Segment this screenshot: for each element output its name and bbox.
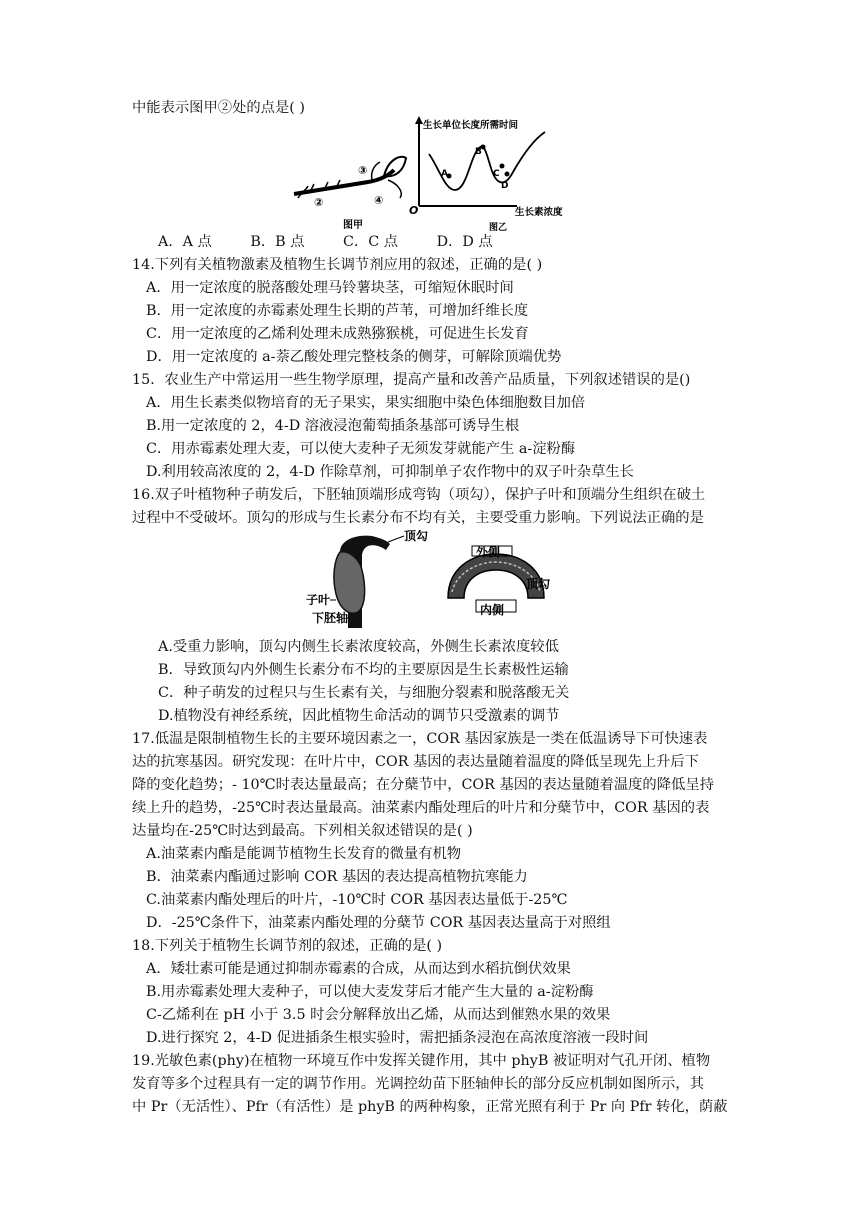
fig16-label-dinggou-2: 顶勾	[526, 577, 551, 591]
q13-stem-tail: 中能表示图甲②处的点是( )	[132, 100, 305, 116]
q19-stem-line-3: 中 Pr（无活性）、Pfr（有活性）是 phyB 的两种构象，正常光照有利于 Pr 向 Pfr 转化，荫蔽	[132, 1099, 728, 1115]
fig-yi-label-b: B	[475, 147, 482, 157]
q16-option-a: A.受重力影响，顶勾内侧生长素浓度较高，外侧生长素浓度较低	[158, 639, 559, 655]
fig-yi-label-a: A	[441, 169, 448, 179]
q13-options	[158, 233, 527, 251]
q13-option-c: C．C 点	[343, 234, 399, 250]
fig16-label-dinggou: 顶勾	[404, 530, 429, 543]
fig-jia-marker-4: ④	[374, 194, 384, 207]
q18-option-a: A．矮壮素可能是通过抑制赤霉素的合成，从而达到水稻抗倒伏效果	[146, 961, 571, 977]
q15-option-a: A．用生长素类似物培育的无子果实，果实细胞中染色体细胞数目加倍	[146, 395, 586, 411]
figure-jia	[288, 150, 418, 230]
q19-stem-line-1: 19.光敏色素(phy)在植物一环境互作中发挥关键作用，其中 phyB 被证明对气孔开闭、植物	[132, 1053, 711, 1069]
q16-option-c: C．种子萌发的过程只与生长素有关，与细胞分裂素和脱落酸无关	[158, 685, 570, 701]
q19-stem-line-2: 发育等多个过程具有一定的调节作用。光调控幼苗下胚轴伸长的部分反应机制如图所示，其	[132, 1076, 704, 1092]
q13-option-d: D．D 点	[436, 234, 493, 250]
fig-yi-label-d: D	[501, 181, 509, 191]
q15-option-d: D.利用较高浓度的 2，4-D 作除草剂，可抑制单子农作物中的双子叶杂草生长	[146, 464, 634, 480]
q17-option-d: D．-25℃条件下，油菜素内酯处理的分蘖节 COR 基因表达量高于对照组	[146, 915, 611, 931]
fig-yi-ylabel: 生长单位长度所需时间	[423, 120, 519, 131]
q18-stem: 18.下列关于植物生长调节剂的叙述，正确的是( )	[132, 938, 443, 954]
q17-stem-line-4: 续上升的趋势，-25℃时表达量最高。油菜素内酯处理后的叶片和分蘖节中，COR 基因的表	[132, 800, 710, 816]
q14-option-a: A．用一定浓度的脱落酸处理马铃薯块茎，可缩短休眠时间	[146, 280, 514, 296]
q16-option-d: D.植物没有神经系统，因此植物生命活动的调节只受激素的调节	[158, 708, 560, 724]
q17-stem-line-1: 17.低温是限制植物生长的主要环境因素之一，COR 基因家族是一类在低温诱导下可快速表	[132, 731, 708, 747]
q16-stem-line-1: 16.双子叶植物种子萌发后，下胚轴顶端形成弯钩（项勾），保护子叶和顶端分生组织在破土	[132, 487, 706, 503]
q18-option-c: C-乙烯利在 pH 小于 3.5 时会分解释放出乙烯，从而达到催熟水果的效果	[146, 1007, 611, 1023]
fig-yi-point-d	[505, 172, 510, 177]
fig16-label-ziye: 子叶	[306, 593, 331, 607]
q15-option-b: B.用一定浓度的 2，4-D 溶液浸泡葡萄插条基部可诱导生根	[146, 418, 520, 434]
q16-option-b: B．导致顶勾内外侧生长素分布不均的主要原因是生长素极性运输	[158, 662, 569, 678]
figure-q16	[300, 530, 570, 630]
q13-option-a: A．A 点	[158, 234, 212, 250]
q18-option-b: B.用赤霉素处理大麦种子，可以使大麦发芽后才能产生大量的 a-淀粉酶	[146, 984, 594, 1000]
q14-option-c: C．用一定浓度的乙烯利处理未成熟猕猴桃，可促进生长发育	[146, 326, 529, 342]
fig-yi-origin: O	[409, 204, 419, 217]
figure-yi	[405, 114, 580, 234]
q15-stem: 15．农业生产中常运用一些生物学原理，提高产量和改善产品质量，下列叙述错误的是()	[132, 372, 691, 388]
q17-option-a: A.油菜素内酯是能调节植物生长发育的微量有机物	[146, 846, 462, 862]
fig16-label-xiapeizhou: 下胚轴	[312, 611, 349, 625]
q17-stem-line-2: 达的抗寒基因。研究发现：在叶片中，COR 基因的表达量随着温度的降低呈现先上升后下	[132, 754, 699, 770]
fig-jia-marker-2: ②	[314, 196, 324, 209]
q17-option-c: C.油菜素内酯处理后的叶片，-10℃时 COR 基因表达量低于-25℃	[146, 892, 568, 908]
fig16-label-neice: 内侧	[480, 603, 505, 617]
q17-stem-line-3: 降的变化趋势；- 10℃时表达量最高；在分蘖节中，COR 基因的表达量随着温度的降低呈持	[132, 777, 714, 793]
fig16-label-waice: 外侧	[476, 545, 501, 559]
q14-stem: 14.下列有关植物激素及植物生长调节剂应用的叙述，正确的是( )	[132, 257, 543, 273]
q16-stem-line-2: 过程中不受破坏。顶勾的形成与生长素分布不均有关，主要受重力影响。下列说法正确的是	[132, 510, 704, 526]
q18-option-d: D.进行探究 2，4-D 促进插条生根实验时，需把插条浸泡在高浓度溶液一段时间	[146, 1030, 649, 1046]
fig-yi-xlabel: 生长素浓度	[515, 207, 563, 218]
fig-jia-marker-3: ③	[358, 164, 368, 177]
q17-stem-line-5: 达量均在-25℃时达到最高。下列相关叙述错误的是( )	[132, 823, 473, 839]
q14-option-b: B．用一定浓度的赤霉素处理生长期的芦苇，可增加纤维长度	[146, 303, 529, 319]
q17-option-b: B．油菜素内酯通过影响 COR 基因的表达提高植物抗寒能力	[146, 869, 528, 885]
fig-yi-caption: 图乙	[489, 223, 508, 233]
q13-option-b: B．B 点	[250, 234, 305, 250]
q15-option-c: C．用赤霉素处理大麦，可以使大麦种子无须发芽就能产生 a-淀粉酶	[146, 441, 576, 457]
q14-option-d: D．用一定浓度的 a-萘乙酸处理完整枝条的侧芽，可解除顶端优势	[146, 349, 562, 365]
fig-yi-point-c	[500, 164, 505, 169]
fig-yi-label-c: C	[493, 169, 500, 179]
fig-jia-caption: 图甲	[343, 220, 363, 230]
